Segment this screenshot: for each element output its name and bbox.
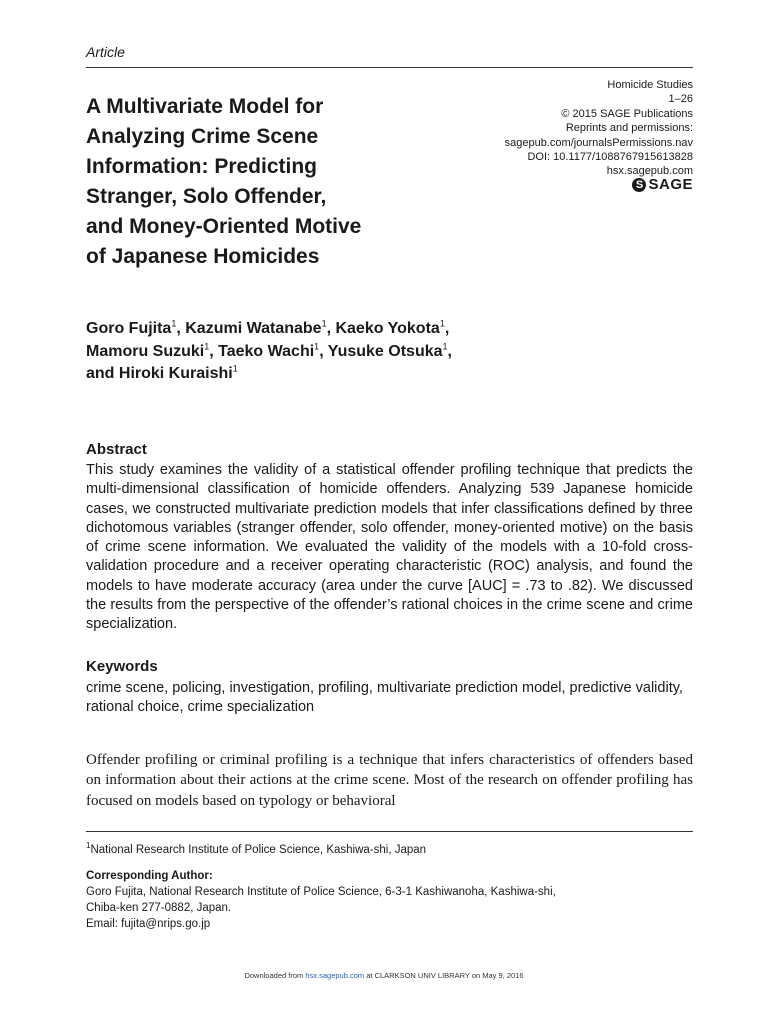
title-line: Information: Predicting (86, 155, 317, 178)
article-type-label: Article (86, 44, 125, 60)
keywords-heading: Keywords (86, 658, 158, 675)
affiliation-mark: 1 (439, 318, 445, 329)
sage-logo-text: SAGE (648, 176, 693, 193)
header-rule (86, 67, 693, 68)
author-line (86, 341, 686, 364)
keywords-text: crime scene, policing, investigation, profiling, multivariate prediction model, predictive validity, rational choice, crime specialization (86, 680, 683, 715)
author-name: Goro Fujita (86, 320, 172, 337)
title-line: of Japanese Homicides (86, 245, 320, 268)
author-name: Taeko Wachi (218, 342, 315, 360)
footnotes (86, 838, 693, 932)
corresponding-author-email[interactable]: Email: fujita@nrips.go.jp (86, 917, 211, 930)
article-title (86, 92, 486, 272)
title-line: Analyzing Crime Scene (86, 125, 319, 148)
author-name: Kaeko Yokota (335, 320, 440, 337)
download-prefix: Downloaded from (244, 971, 306, 980)
author-line (86, 363, 686, 386)
title-line: Stranger, Solo Offender, (86, 185, 327, 208)
author-line (86, 318, 686, 341)
journal-site-link[interactable]: hsx.sagepub.com (606, 165, 693, 178)
author-separator: , (447, 342, 452, 360)
permissions-link[interactable]: sagepub.com/journalsPermissions.nav (504, 136, 693, 149)
title-line: A Multivariate Model for (86, 95, 324, 118)
author-separator: , (326, 320, 336, 337)
abstract-text: This study examines the validity of a statistical offender profiling technique that predicts the multi-dimensional classification of homicide offenders. Analyzing 539 Japanese homicide cases, we constructed multivariate prediction models that infer classifications defined by three dichotomous variables (stranger offender, solo offender, money-oriented motive) on the basis of crime scene information. We evaluated the validity of the models with a 10-fold cross-validation procedure and a receiver operating characteristic (ROC) analysis, and found the models to have moderate accuracy (area under the curve [AUC] = .73 to .82). We discussed the results from the perspective of the offender’s rational choices in the crime scene and crime specialization. (86, 462, 693, 633)
author-separator: , (444, 320, 450, 337)
author-name: Mamoru Suzuki (86, 342, 205, 360)
reprints-label: Reprints and permissions: (565, 122, 693, 135)
affiliation-mark: 1 (321, 318, 327, 329)
download-notice (0, 971, 768, 980)
affiliation-mark: 1 (232, 363, 238, 374)
page-range: 1–26 (668, 93, 693, 106)
sage-logo (632, 176, 693, 193)
journal-info (505, 78, 693, 179)
author-separator: , (319, 342, 328, 360)
affiliation-mark: 1 (204, 341, 210, 352)
corresponding-author-address: Goro Fujita, National Research Institute of Police Science, 6-3-1 Kashiwanoha, Kashiwa-shi, (86, 885, 556, 898)
abstract-heading: Abstract (86, 441, 147, 458)
affiliation-mark: 1 (86, 841, 91, 850)
footnote-rule (86, 831, 693, 832)
download-site-link[interactable]: hsx.sagepub.com (305, 971, 365, 980)
sage-logo-icon: S (632, 178, 646, 192)
intro-paragraph: Offender profiling or criminal profiling is a technique that infers characteristics of offenders based on information about their actions at the crime scene. Most of the research on offender profiling has focused on models based on typology or behavioral (86, 752, 693, 809)
author-list (86, 318, 686, 386)
title-line: and Money-Oriented Motive (86, 215, 362, 238)
corresponding-author-address: Chiba-ken 277-0882, Japan. (86, 901, 232, 914)
journal-name: Homicide Studies (607, 79, 693, 91)
download-suffix: at CLARKSON UNIV LIBRARY on May 9, 2016 (364, 971, 524, 980)
doi[interactable]: DOI: 10.1177/1088767915613828 (527, 151, 693, 164)
author-name: Yusuke Otsuka (327, 342, 443, 360)
affiliation-mark: 1 (314, 341, 320, 352)
author-name: and Hiroki Kuraishi (86, 365, 233, 382)
author-separator: , (176, 320, 186, 337)
affiliation-text: National Research Institute of Police Science, Kashiwa-shi, Japan (90, 843, 427, 856)
affiliation-footnote (86, 838, 693, 858)
affiliation-mark: 1 (171, 318, 177, 329)
affiliation-mark: 1 (442, 341, 448, 352)
author-name: Kazumi Watanabe (185, 320, 322, 337)
author-separator: , (209, 342, 219, 360)
copyright: © 2015 SAGE Publications (561, 107, 693, 120)
corresponding-author-heading: Corresponding Author: (86, 869, 213, 882)
